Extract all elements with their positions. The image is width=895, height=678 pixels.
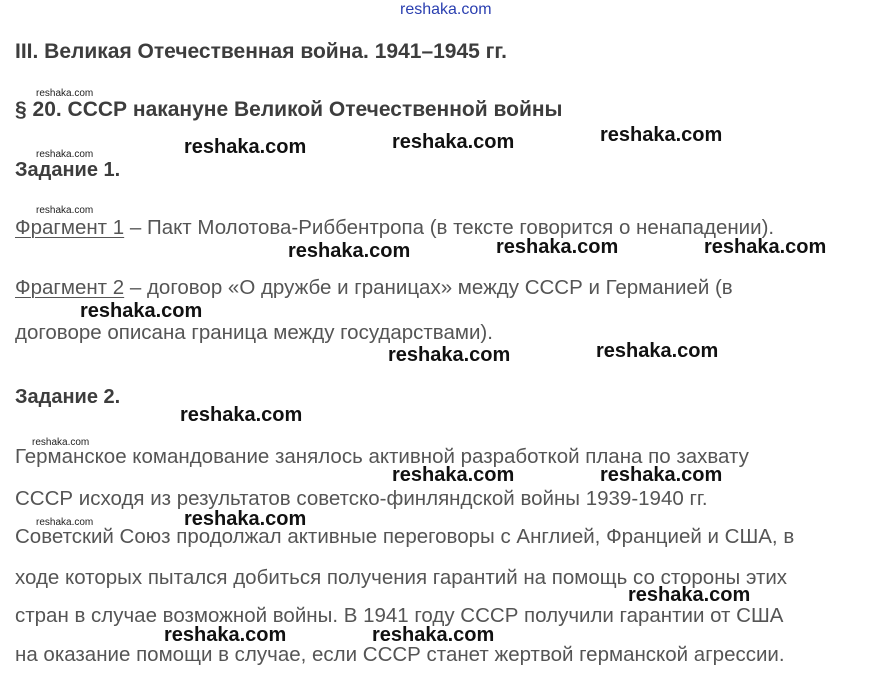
watermark: reshaka.com [600, 124, 723, 146]
fragment1-line [15, 216, 774, 240]
task2-line: СССР исходя из результатов советско-финляндской войны 1939-1940 гг. [15, 487, 708, 510]
watermark: reshaka.com [36, 205, 94, 216]
site-link[interactable]: reshaka.com [400, 1, 492, 18]
watermark: reshaka.com [32, 437, 90, 448]
watermark: reshaka.com [704, 236, 827, 258]
watermark: reshaka.com [596, 340, 719, 362]
watermark: reshaka.com [600, 464, 723, 486]
watermark: reshaka.com [36, 517, 94, 528]
watermark: reshaka.com [36, 88, 94, 99]
task2-line: на оказание помощи в случае, если СССР станет жертвой германской агрессии. [15, 643, 785, 666]
watermark: reshaka.com [80, 300, 203, 322]
task2-line: Германское командование занялось активной разработкой плана по захвату [15, 445, 749, 468]
task2-line: стран в случае возможной войны. В 1941 году СССР получили гарантии от США [15, 604, 784, 627]
fragment2-text: – договор «О дружбе и границах» между СССР и Германией (в [124, 276, 733, 299]
task2-line: Советский Союз продолжал активные переговоры с Англией, Францией и США, в [15, 525, 795, 548]
watermark: reshaka.com [180, 404, 303, 426]
watermark: reshaka.com [392, 464, 515, 486]
watermark: reshaka.com [288, 240, 411, 262]
watermark: reshaka.com [392, 131, 515, 153]
task1-heading: Задание 1. [15, 159, 121, 181]
task2-heading: Задание 2. [15, 386, 121, 408]
watermark: reshaka.com [164, 624, 287, 646]
watermark: reshaka.com [184, 508, 307, 530]
paragraph-title: § 20. СССР накануне Великой Отечественной войны [15, 98, 563, 121]
fragment2-line2: договоре описана граница между государствами). [15, 321, 493, 344]
section-title: III. Великая Отечественная война. 1941–1945 гг. [15, 40, 507, 63]
watermark: reshaka.com [372, 624, 495, 646]
fragment2-link[interactable]: Фрагмент 2 [15, 276, 125, 299]
watermark: reshaka.com [496, 236, 619, 258]
watermark: reshaka.com [388, 344, 511, 366]
fragment2-line1 [15, 276, 733, 300]
task2-line: ходе которых пытался добиться получения гарантий на помощь со стороны этих [15, 566, 788, 589]
fragment1-text: – Пакт Молотова-Риббентропа (в тексте говорится о ненападении). [124, 216, 775, 239]
watermark: reshaka.com [184, 136, 307, 158]
watermark: reshaka.com [36, 149, 94, 160]
watermark: reshaka.com [628, 584, 751, 606]
fragment1-link[interactable]: Фрагмент 1 [15, 216, 125, 239]
